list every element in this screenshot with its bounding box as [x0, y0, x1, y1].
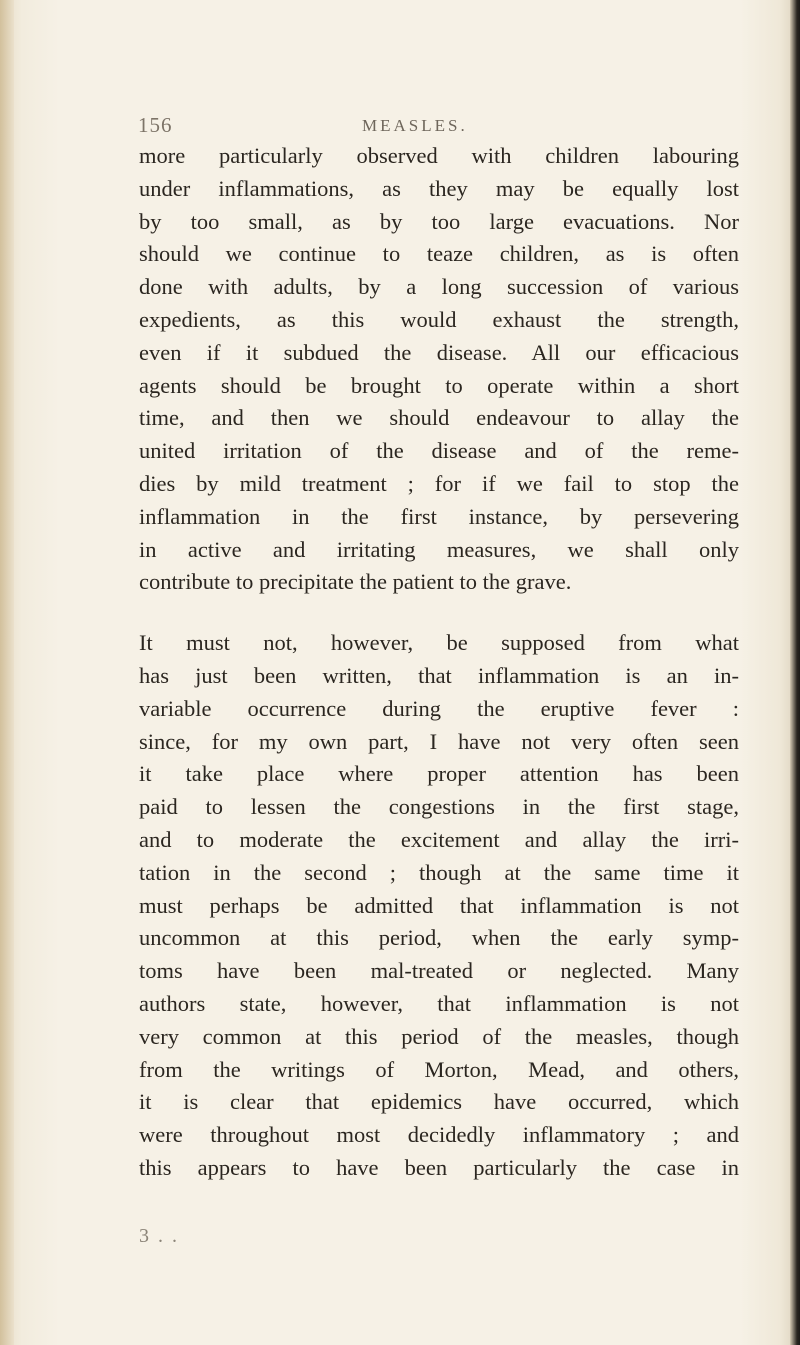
signature-mark: 3 . .: [139, 1225, 179, 1247]
body-text: [139, 140, 739, 1185]
running-head-title: MEASLES.: [362, 116, 468, 135]
text-line: has just been written, that inflammation is an in-: [139, 662, 739, 688]
text-line: time, and then we should endeavour to allay the: [139, 405, 739, 431]
text-line: very common at this period of the measles, though: [139, 1023, 739, 1049]
text-line: expedients, as this would exhaust the strength,: [139, 306, 739, 332]
text-line: and to moderate the excitement and allay the irri-: [139, 826, 739, 852]
text-line: by too small, as by too large evacuations. Nor: [139, 208, 739, 234]
page-gutter-shadow: [0, 0, 14, 1345]
text-line: it is clear that epidemics have occurred, which: [139, 1089, 739, 1115]
page-number: 156: [138, 113, 173, 137]
text-line: should we continue to teaze children, as is often: [139, 241, 739, 267]
text-line: under inflammations, as they may be equally lost: [139, 175, 739, 201]
text-line: were throughout most decidedly inflammatory ; and: [139, 1122, 739, 1148]
text-line: done with adults, by a long succession of various: [139, 274, 739, 300]
text-line: uncommon at this period, when the early symp-: [139, 925, 739, 951]
text-line: inflammation in the first instance, by persevering: [139, 503, 739, 529]
text-line: united irritation of the disease and of the reme-: [139, 438, 739, 464]
text-line: even if it subdued the disease. All our efficacious: [139, 339, 739, 365]
paragraph: [139, 140, 739, 599]
text-line: paid to lessen the congestions in the first stage,: [139, 794, 739, 820]
text-line: contribute to precipitate the patient to the grave.: [139, 569, 572, 595]
text-line: agents should be brought to operate within a short: [139, 372, 739, 398]
text-line: must perhaps be admitted that inflammation is not: [139, 892, 739, 918]
text-line: dies by mild treatment ; for if we fail to stop the: [139, 470, 739, 496]
text-line: toms have been mal-treated or neglected. Many: [139, 958, 739, 984]
text-line: authors state, however, that inflammation is not: [139, 990, 739, 1016]
text-line: more particularly observed with children labouring: [139, 143, 739, 168]
text-line: since, for my own part, I have not very often seen: [139, 728, 739, 754]
text-line: in active and irritating measures, we shall only: [139, 536, 739, 562]
text-line: It must not, however, be supposed from what: [139, 630, 739, 656]
text-line: variable occurrence during the eruptive fever :: [139, 695, 739, 721]
paragraph: [139, 627, 739, 1185]
running-head: [138, 113, 698, 139]
page-edge-shadow: [790, 0, 800, 1345]
text-line: this appears to have been particularly the case in: [139, 1154, 739, 1180]
text-line: from the writings of Morton, Mead, and others,: [139, 1056, 739, 1082]
text-line: tation in the second ; though at the same time it: [139, 859, 739, 885]
text-line: it take place where proper attention has been: [139, 761, 739, 787]
